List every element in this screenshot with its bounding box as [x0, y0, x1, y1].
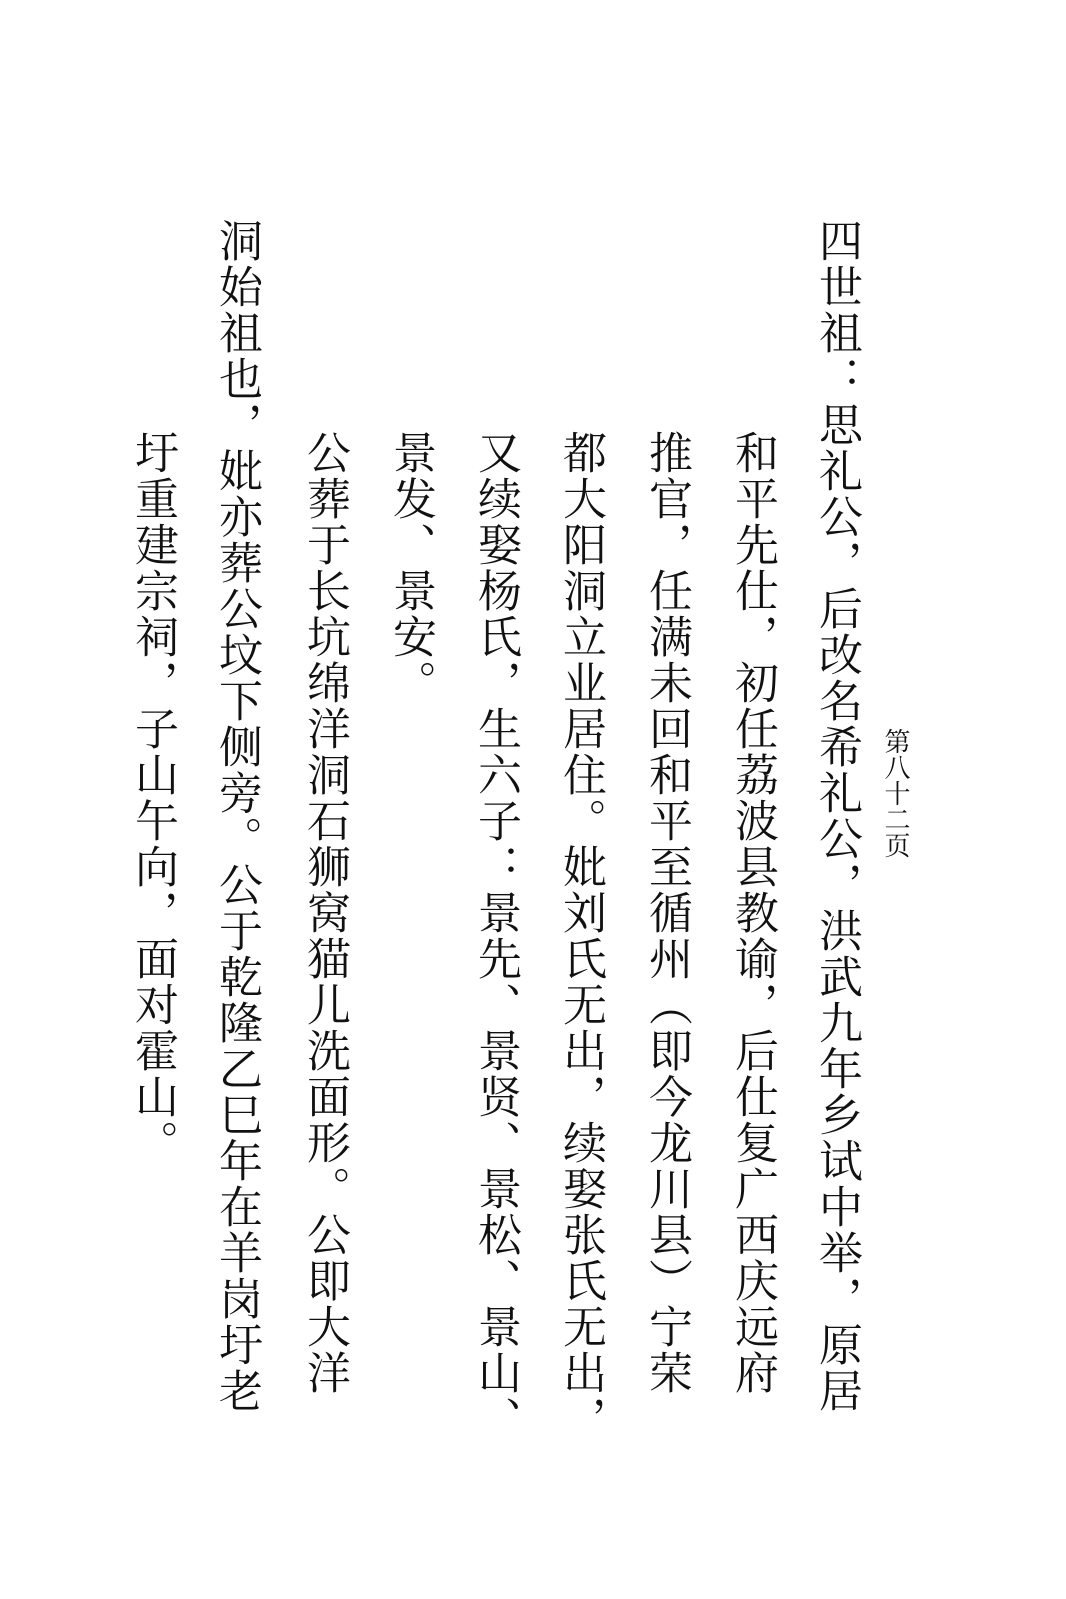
text-column-3: 推官，任满未回和平至循州（即今龙川县）宁荣 [641, 430, 692, 1396]
text-column-5: 又续娶杨氏，生六子：景先、景贤、景松、景山、 [470, 430, 521, 1442]
text-column-2: 和平先仕，初任荔波县教谕，后仕复广西庆远府 [727, 430, 778, 1396]
page-number: 第八十二页 [880, 728, 910, 858]
text-column-9: 圩重建宗祠，子山午向，面对霍山。 [127, 430, 178, 1166]
text-column-1: 四世祖：思礼公，后改名希礼公，洪武九年乡试中举，原居 [811, 218, 862, 1414]
text-column-4: 都大阳洞立业居住。妣刘氏无出，续娶张氏无出， [555, 430, 606, 1442]
text-column-7: 公葬于长坑绵洋洞石狮窝猫儿洗面形。公即大洋 [299, 430, 350, 1396]
text-column-6: 景发、景安。 [385, 430, 436, 706]
text-column-8: 洞始祖也，妣亦葬公坟下侧旁。公于乾隆乙巳年在羊岗圩老 [211, 218, 262, 1414]
